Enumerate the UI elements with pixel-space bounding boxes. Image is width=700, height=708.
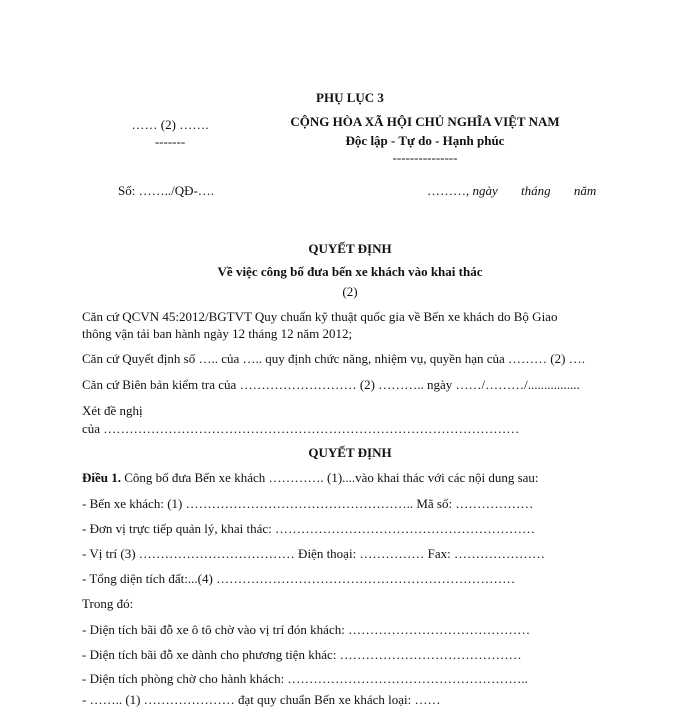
appendix-title: PHỤ LỤC 3 <box>316 90 384 105</box>
basis-qcvn-line1: Căn cứ QCVN 45:2012/BGTVT Quy chuẩn kỹ thuật quốc gia về Bến xe khách do Bộ Giao <box>82 309 558 324</box>
document-subject: Về việc công bố đưa bến xe khách vào khai thác <box>217 264 483 279</box>
location-line: - Vị trí (3) ……………………………… Điện thoại: …………… Fax: ………………… <box>82 546 546 561</box>
in-which-label: Trong đó: <box>82 596 134 611</box>
station-line: - Bến xe khách: (1) …………………………………………….. Mã số: ……………… <box>82 496 534 511</box>
decision-heading: QUYẾT ĐỊNH <box>308 445 392 460</box>
proposal-line2: của …………………………………………………………………………………… <box>82 421 520 436</box>
article-1-label: Điều 1. <box>82 470 121 485</box>
decision-number: Số: ……../QĐ-…. <box>118 183 215 198</box>
issuing-org-placeholder: …… (2) ……. <box>131 117 209 132</box>
date-nam: năm <box>573 183 597 198</box>
issuing-org-rule: ------- <box>154 134 186 149</box>
total-area-line: - Tổng diện tích đất:...(4) …………………………………………………………… <box>82 571 516 586</box>
motto-rule: --------------- <box>392 150 458 165</box>
parking-pickup-line: - Diện tích bãi đỗ xe ô tô chờ vào vị trí đón khách: …………………………………… <box>82 622 531 637</box>
article-1-text: Công bố đưa Bến xe khách …………. (1)....vào khai thác với các nội dung sau: <box>121 470 539 485</box>
national-motto: Độc lập - Tự do - Hạnh phúc <box>345 133 505 148</box>
subject-ref: (2) <box>342 284 358 299</box>
manager-line: - Đơn vị trực tiếp quản lý, khai thác: …………………………………………………… <box>82 521 535 536</box>
classification-line: - …….. (1) ………………… đạt quy chuẩn Bến xe khách loại: …… <box>82 692 441 707</box>
issue-date <box>427 183 596 199</box>
nation-name: CỘNG HÒA XÃ HỘI CHỦ NGHĨA VIỆT NAM <box>290 114 560 129</box>
proposal-line1: Xét đề nghị <box>82 403 143 418</box>
date-thang: tháng <box>521 183 551 198</box>
parking-other-line: - Diện tích bãi đỗ xe dành cho phương tiện khác: …………………………………… <box>82 647 522 662</box>
basis-decision: Căn cứ Quyết định số ….. của ….. quy định chức năng, nhiệm vụ, quyền hạn của ……… (2) …. <box>82 351 585 366</box>
date-ngay: ngày <box>472 183 498 198</box>
basis-inspection: Căn cứ Biên bản kiểm tra của ……………………… (2) ……….. ngày ……/………/................ <box>82 377 580 392</box>
basis-qcvn-line2: thông vận tải ban hành ngày 12 tháng 12 năm 2012; <box>82 326 353 341</box>
article-1 <box>82 470 539 486</box>
document-heading: QUYẾT ĐỊNH <box>308 241 392 256</box>
waiting-room-line: - Diện tích phòng chờ cho hành khách: ……………………………………………….. <box>82 671 528 686</box>
date-prefix: ………, <box>427 183 470 198</box>
